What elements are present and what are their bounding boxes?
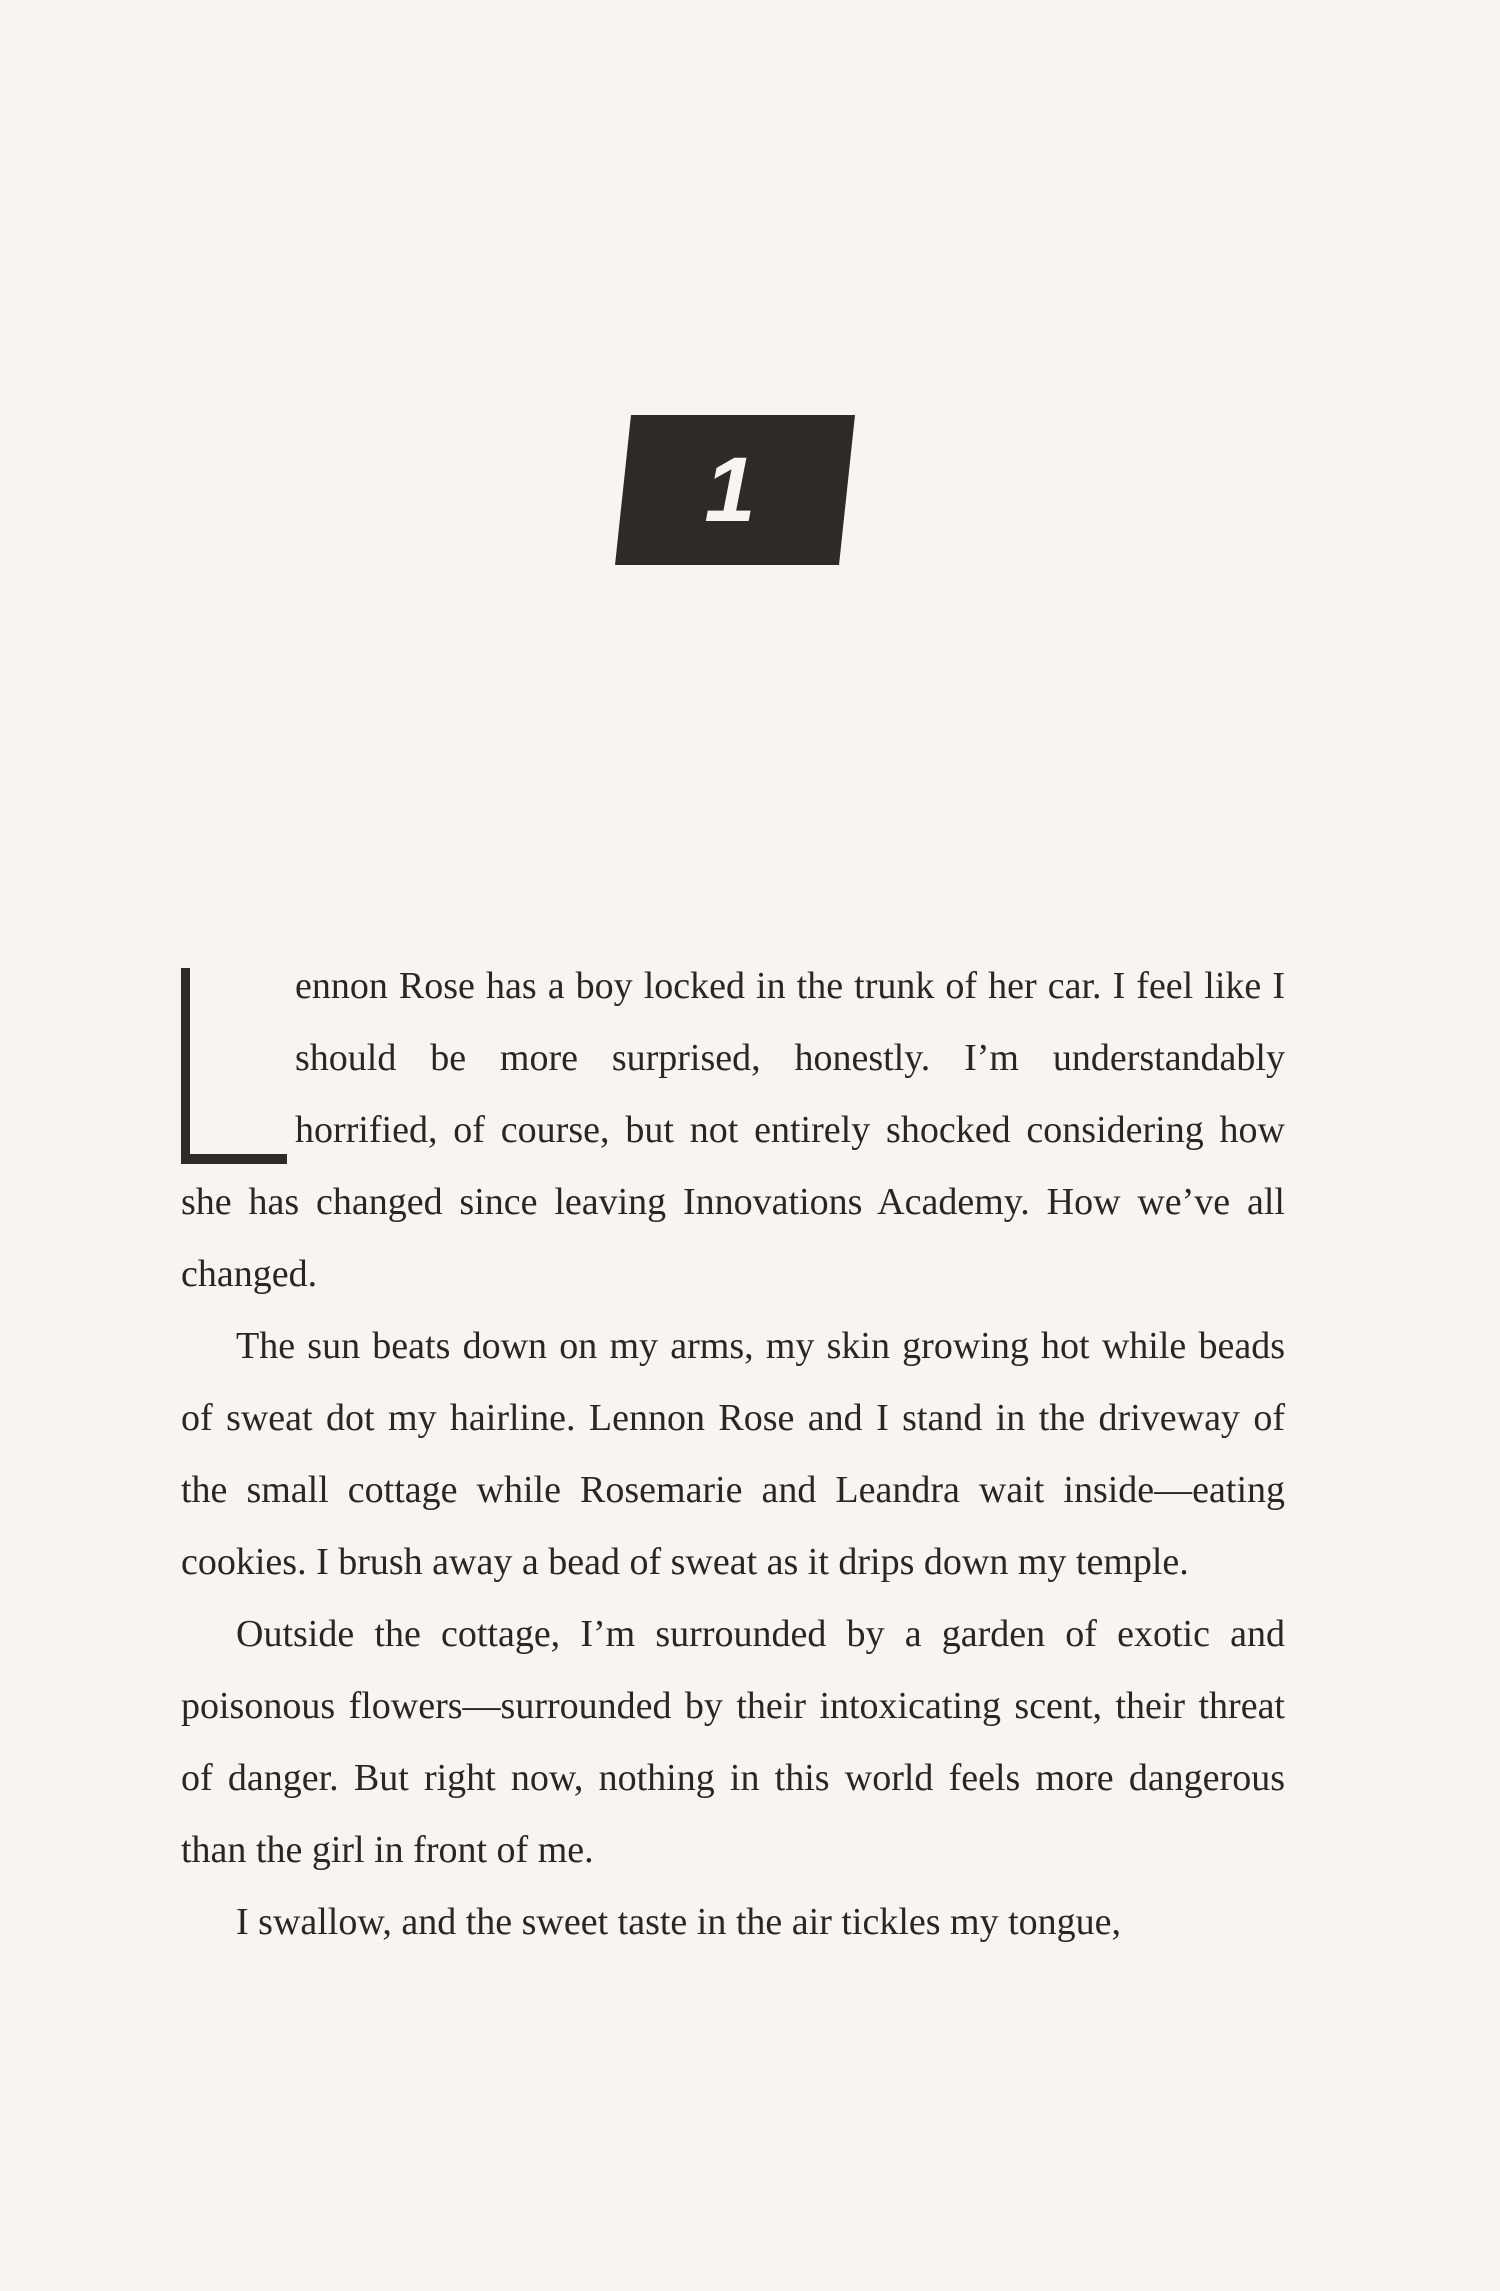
paragraph-1 (181, 950, 1285, 1310)
drop-cap-glyph (181, 968, 287, 1164)
drop-cap-letter (181, 1164, 182, 1165)
paragraph-4: I swallow, and the sweet taste in the air tickles my tongue, (236, 1901, 1122, 1943)
chapter-number: 1 (704, 439, 756, 541)
drop-cap (181, 968, 287, 1164)
chapter-body (181, 950, 1285, 1958)
paragraph-3: Outside the cottage, I’m surrounded by a garden of exotic and poisonous flowers—surrounded by their intoxicating scent, their threat of danger. But right now, nothing in this world feels more dangerous than the girl in front of me. (181, 1613, 1285, 1871)
paragraph-2: The sun beats down on my arms, my skin growing hot while beads of sweat dot my hairline. Lennon Rose and I stand in the driveway of the small cottage while Rosemarie and Leandra wait inside—eating cookies. I brush away a bead of sweat as it drips down my temple. (181, 1325, 1285, 1583)
chapter-number-badge (615, 415, 855, 565)
paragraph-1-text: ennon Rose has a boy locked in the trunk of her car. I feel like I should be more surprised, honestly. I’m understandably horrified, of course, but not entirely shocked considering how she has changed since leaving Innovations Academy. How we’ve all changed. (181, 965, 1285, 1295)
